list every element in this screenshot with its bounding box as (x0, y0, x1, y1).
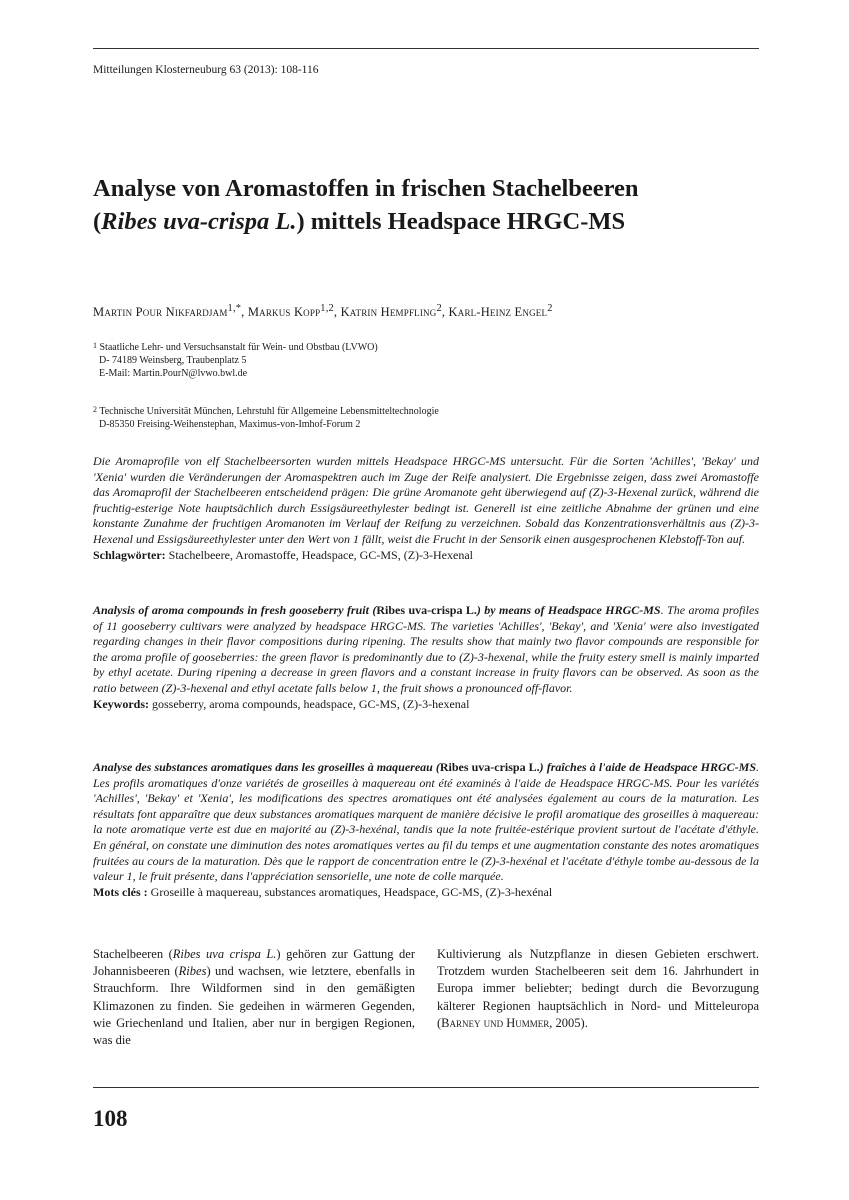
citation: Barney und Hummer (441, 1015, 550, 1030)
article-title (93, 172, 773, 238)
keywords-french: Mots clés : Groseille à maquereau, substances aromatiques, Headspace, GC-MS, (Z)-3-hexénal (93, 884, 553, 899)
author-list (93, 303, 553, 320)
abstract-french: Analyse des substances aromatiques dans les groseilles à maquereau (Ribes uva-crispa L.) fraîches à l'aide de Headspace HRGC-MS. Les profils aromatiques d'onze variétés de groseilles à maquereau ont été examinés à l'aide de Headspace HRGC-MS. Pour les variétés 'Achilles', 'Bekay' et 'Xenia', les modifications des spectres aromatiques ont été analysées également au cours de la maturation. Les résultats font apparaître que deux substances aromatiques marquent de manière décisive le profil aromatique des groseilles à maquereau: la note aromatique verte est due en majorité au (Z)-3-hexénal, tandis que la note fruitée-estérique provient surtout de l'acétate d'éthyle. En général, on constate une diminution des notes aromatiques vertes au fil du temps et une augmentation constante des notes aromatiques fruitées au cours de la maturation. Dès que le rapport de concentration entre le (Z)-3-hexénal et l'acétate d'éthyle tombe au-dessous de la valeur 1, le fruit présente, dans l'appréciation sensorielle, une note de colle marquée. Mots clés : Groseille à maquereau, substances aromatiques, Headspace, GC-MS, (Z)-3-hexénal (93, 760, 759, 899)
species-name: Ribes uva-crispa L. (101, 208, 297, 235)
contact-email: E-Mail: Martin.PourN@lvwo.bwl.de (99, 368, 248, 379)
title-line-1: Analyse von Aromastoffen in frischen Stachelbeeren (93, 175, 639, 202)
keywords-german: Schlagwörter: Stachelbeere, Aromastoffe, Headspace, GC-MS, (Z)-3-Hexenal (93, 547, 473, 562)
journal-citation: Mitteilungen Klosterneuburg 63 (2013): 108-116 (93, 64, 319, 76)
page-number: 108 (93, 1106, 128, 1131)
title-line-2: (Ribes uva-crispa L.) mittels Headspace HRGC-MS (93, 208, 626, 235)
body-column-right: Kultivierung als Nutzpflanze in diesen Gebieten erschwert. Trotzdem wurden Stachelbeeren seit dem 16. Jahrhundert in Europa immer beliebter; bedingt durch die Bevorzugung kälterer Regionen hauptsächlich in Nord- und Mitteleuropa (Barney und Hummer, 2005). (437, 947, 759, 1030)
author: Katrin Hempfling$^2$, (340, 303, 449, 320)
top-rule (93, 48, 759, 49)
abstract-english: Analysis of aroma compounds in fresh gooseberry fruit (Ribes uva-crispa L.) by means of Headspace HRGC-MS. The aroma profiles of 11 gooseberry cultivars were analyzed by headspace HRGC-MS. The varieties 'Achilles', 'Bekay', and 'Xenia' were also investigated regarding changes in their flavor compositions during ripening. The results show that mainly two flavor compounds are responsible for the aroma profile of gooseberries: the green flavor is predominantly due to (Z)-3-hexenal, while the fruity estery smell is mainly imparted by ethyl acetate. During ripening a decrease in green flavors and a constant increase in fruity flavors can be observed. As soon as the ratio between (Z)-3-hexenal and ethyl acetate falls below 1, the fruit shows a pronounced off-flavor. Keywords: gosseberry, aroma compounds, headspace, GC-MS, (Z)-3-hexenal (93, 603, 759, 711)
author: Karl-Heinz Engel$^2$ (448, 303, 553, 320)
author: Markus Kopp$^{1,2}$, (247, 303, 341, 320)
affiliation-1: $^1$ Staatliche Lehr- und Versuchsanstalt für Wein- und Obstbau (LVWO) D- 74189 Weinsberg, Traubenplatz 5 E-Mail: Martin.PourN@lvwo.bwl.de (93, 341, 378, 379)
keywords-english: Keywords: gosseberry, aroma compounds, headspace, GC-MS, (Z)-3-hexenal (93, 696, 470, 711)
footer-rule (93, 1087, 759, 1088)
body-column-left: Stachelbeeren (Ribes uva crispa L.) gehören zur Gattung der Johannisbeeren (Ribes) und wachsen, wie letztere, ebenfalls in Strauchform. Ihre Wildformen sind in den gemäßigten Klimazonen zu finden. Sie gedeihen in wärmeren Gegenden, wie Griechenland und Italien, aber nur in bergigen Regionen, was die (93, 947, 415, 1048)
abstract-german: Die Aromaprofile von elf Stachelbeersorten wurden mittels Headspace HRGC-MS untersucht. Für die Sorten 'Achilles', 'Bekay' und 'Xenia' wurden die Veränderungen der Aromaspektren auch im Zuge der Reife analysiert. Die Ergebnisse zeigen, dass zwei Aromastoffe das Aromaprofil der Stachelbeeren entscheidend prägen: Die grüne Aromanote geht überwiegend auf (Z)-3-Hexenal zurück, während die fruchtig-esterige Note hauptsächlich durch Essigsäureethylester bedingt ist. Generell ist eine zeitliche Abnahme der grünen und eine konstante Zunahme der fruchtigen Aromanoten im Verlauf der Reifung zu verzeichnen. Sobald das Konzentrationsverhältnis aus (Z)-3-Hexenal und Essigsäureethylester unter den Wert von 1 fällt, weist die Frucht in der Sensorik einen ausgesprochenen Klebstoff-Ton auf. Schlagwörter: Stachelbeere, Aromastoffe, Headspace, GC-MS, (Z)-3-Hexenal (93, 454, 759, 562)
affiliation-2: $^2$ Technische Universität München, Lehrstuhl für Allgemeine Lebensmitteltechnologie D-85350 Freising-Weihenstephan, Maximus-von-Imhof-Forum 2 (93, 405, 439, 430)
author: Martin Pour Nikfardjam$^{1,*}$, (93, 303, 248, 320)
